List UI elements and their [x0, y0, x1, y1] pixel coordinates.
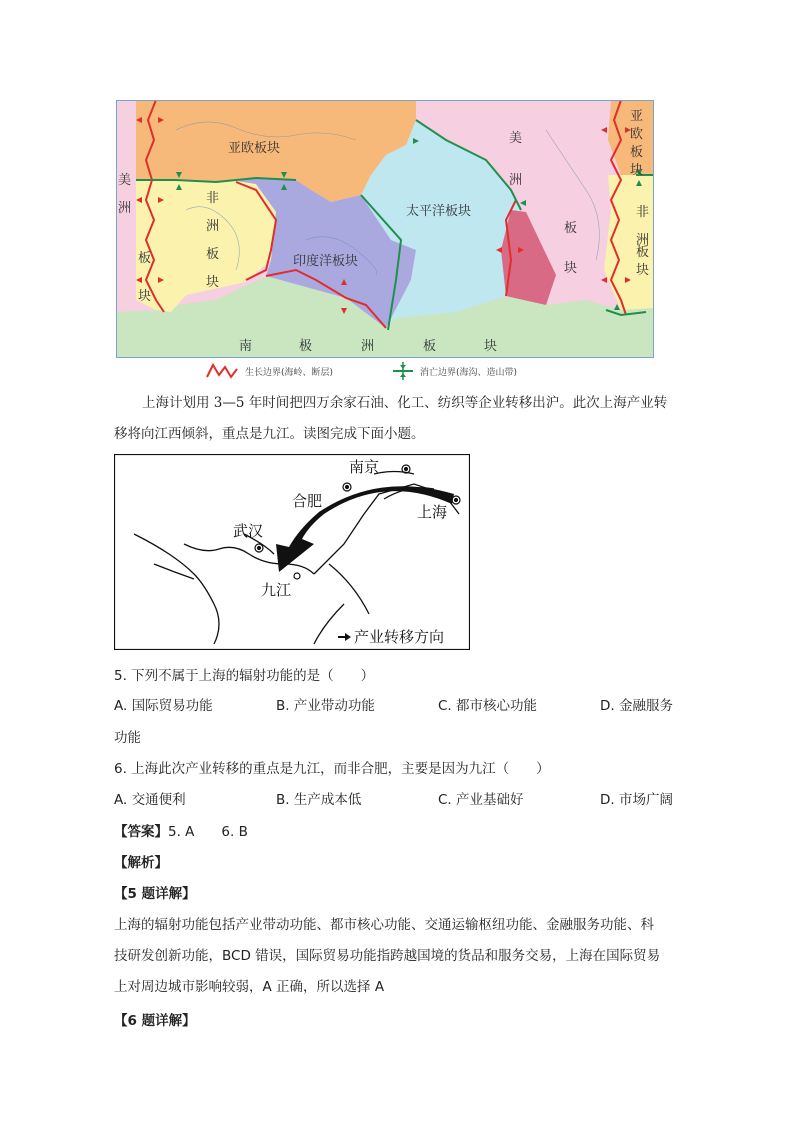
city-shanghai: 上海	[417, 503, 448, 521]
legend-dying	[392, 360, 517, 382]
q5-explanation-line-3: 上对周边城市影响较弱，A 正确，所以选择 A	[114, 979, 385, 995]
legend-dying-text: 消亡边界(海沟、造山带)	[420, 367, 518, 378]
q5-stem: 5. 下列不属于上海的辐射功能的是（ ）	[114, 668, 375, 684]
q6-option-b: B. 生产成本低	[276, 792, 362, 808]
q5-option-d-wrap: 功能	[114, 730, 141, 746]
city-hefei: 合肥	[292, 492, 323, 510]
africa-label-1: 非	[206, 191, 220, 206]
america-left-label-4: 块	[138, 289, 152, 304]
q5-explanation-title: 【5 题详解】	[114, 886, 196, 902]
q6-option-c: C. 产业基础好	[438, 792, 524, 808]
intro-line-1: 上海计划用 3—5 年时间把四万余家石油、化工、纺织等企业转移出沪。此次上海产业转	[142, 395, 668, 411]
q6-option-a: A. 交通便利	[114, 792, 186, 808]
america-right-label-3: 板	[564, 221, 578, 236]
africa-right-label-3: 板	[636, 245, 650, 260]
q6-stem: 6. 上海此次产业转移的重点是九江，而非合肥，主要是因为九江（ ）	[114, 761, 550, 777]
legend-growing-text: 生长边界(海岭、断层)	[245, 367, 334, 378]
america-left-label-2: 洲	[118, 201, 132, 216]
route-legend	[338, 628, 444, 646]
america-right-label-4: 块	[564, 261, 578, 276]
q6-option-d: D. 市场广阔	[600, 792, 673, 808]
answer-line	[114, 820, 248, 840]
eurasia-right-label-2: 欧	[630, 127, 644, 142]
city-nanjing: 南京	[349, 458, 380, 476]
america-right-label-1: 美	[509, 131, 523, 146]
america-left-label-3: 板	[138, 251, 152, 266]
eurasia-right-label-3: 板	[630, 145, 644, 160]
antarctic-label-3: 洲	[361, 339, 375, 354]
america-left-label-1: 美	[118, 173, 132, 188]
answer-label: 【答案】	[114, 824, 168, 840]
q6-explanation-title: 【6 题详解】	[114, 1013, 196, 1029]
africa-label-2: 洲	[206, 219, 220, 234]
africa-label-3: 板	[206, 247, 220, 262]
growing-boundary-icon	[205, 361, 239, 381]
q5-explanation-line-2: 技研发创新功能，BCD 错误，国际贸易功能指跨越国境的货品和服务交易，上海在国际贸易	[114, 948, 661, 964]
city-wuhan: 武汉	[233, 522, 264, 540]
plate-tectonics-map	[116, 100, 654, 358]
antarctic-label-4: 板	[423, 339, 437, 354]
industry-transfer-map	[114, 454, 470, 650]
africa-label-4: 块	[206, 275, 220, 290]
q5-explanation-line-1: 上海的辐射功能包括产业带动功能、都市核心功能、交通运输枢纽功能、金融服务功能、科	[114, 917, 654, 933]
q5-option-b: B. 产业带动功能	[276, 698, 375, 714]
africa-right-label-1: 非	[636, 205, 650, 220]
antarctic-label-1: 南	[239, 339, 253, 354]
q5-option-d: D. 金融服务	[600, 698, 673, 714]
analysis-label: 【解析】	[114, 855, 168, 871]
dying-boundary-icon	[392, 361, 414, 381]
eurasia-label: 亚欧板块	[228, 141, 281, 156]
intro-line-2: 移将向江西倾斜，重点是九江。读图完成下面小题。	[114, 426, 425, 442]
legend-growing	[205, 360, 333, 382]
indo-australian-label: 印度洋板块	[293, 254, 359, 269]
africa-right-label-4: 块	[636, 263, 650, 278]
antarctic-label-5: 块	[484, 339, 498, 354]
antarctic-label-2: 极	[299, 339, 313, 354]
eurasia-right-label-4: 块	[630, 163, 644, 178]
answer-value: 5. A 6. B	[168, 824, 248, 840]
q5-option-a: A. 国际贸易功能	[114, 698, 213, 714]
pacific-label: 太平洋板块	[406, 204, 472, 219]
city-jiujiang: 九江	[261, 581, 292, 599]
america-right-label-2: 洲	[509, 173, 523, 188]
africa-right-label-2: 洲	[636, 233, 650, 248]
eurasia-right-label-1: 亚	[630, 109, 644, 124]
route-legend-text: 产业转移方向	[354, 628, 445, 646]
q5-option-c: C. 都市核心功能	[438, 698, 538, 714]
